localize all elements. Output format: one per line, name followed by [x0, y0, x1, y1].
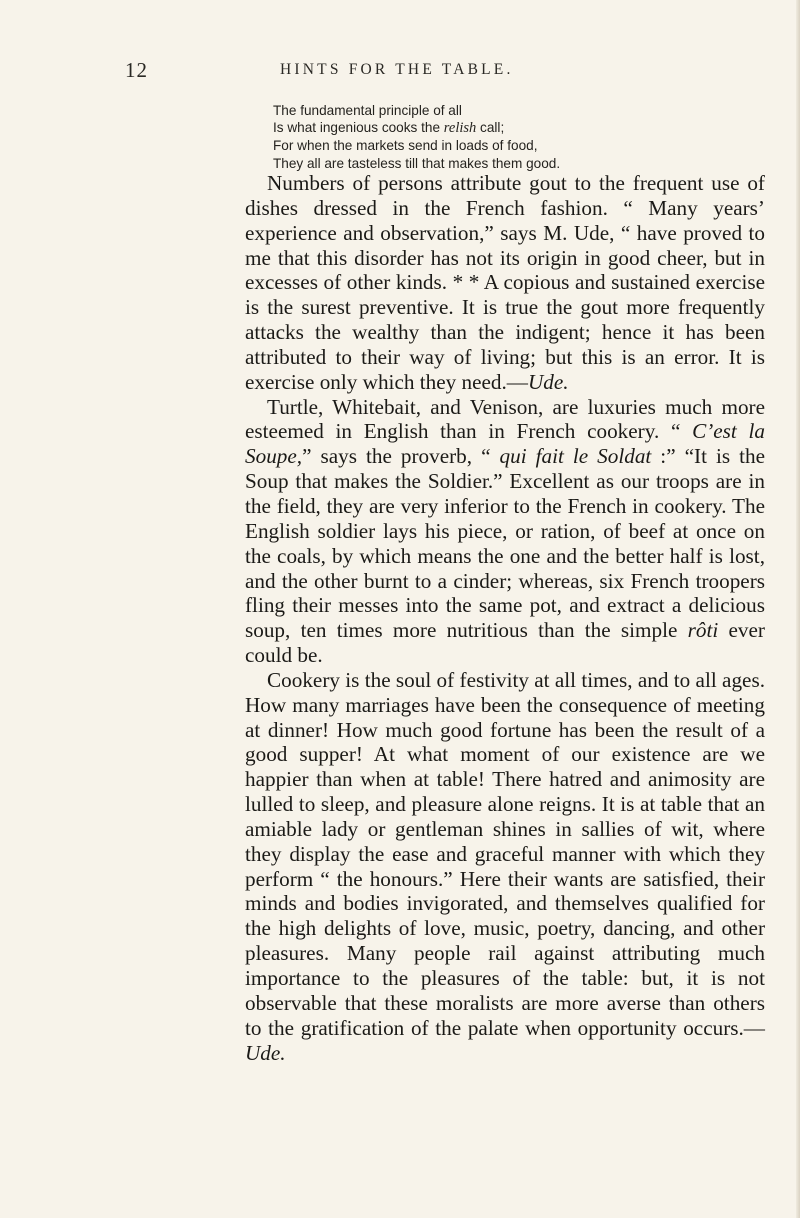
running-title: HINTS FOR THE TABLE. — [280, 61, 514, 78]
verse-line: The fundamental principle of all — [273, 103, 462, 118]
running-head — [0, 58, 800, 82]
french-word: rôti — [687, 618, 719, 643]
body-text — [245, 171, 765, 1065]
verse-text: Is what ingenious cooks the — [273, 120, 444, 136]
author-signature: Ude. — [245, 1040, 286, 1065]
paragraph-gout — [245, 171, 765, 395]
paragraph-soup — [245, 395, 765, 668]
paragraph-text: Cookery is the soul of festivity at all times, and to all ages. How many marriages have been the consequence of meeting at dinner! How much good fortune has been the result of a good supper! At what moment of our existence are we happier than when at table! There hatred and animosity are lulled to sleep, and pleasure alone reigns. It is at table that an amiable lady or gentleman shines in sallies of wit, where they display the ease and graceful manner with which they perform “ the honours.” Here their wants are satisfied, their minds and bodies invigorated, and themselves qualified for the high delights of love, music, poetry, dancing, and other pleasures. Many people rail against attributing much importance to the pleasures of the table: but, it is not observable that these moralists are more averse than others to the gratification of the palate when opportunity occurs.— — [245, 667, 765, 1040]
verse-italic-word: relish — [443, 120, 477, 137]
french-proverb: C’est la Soupe, — [245, 419, 765, 469]
french-proverb: qui fait le Soldat — [499, 444, 652, 469]
paragraph-text: ever could be. — [245, 618, 765, 668]
verse-line: They all are tasteless till that makes them good. — [273, 155, 561, 171]
page-edge — [796, 0, 800, 1218]
paragraph-text: Numbers of persons attribute gout to the frequent use of dishes dressed in the French fashion. “ Many years’ experience and observation,” says M. Ude, “ have proved to me that this disorder has not its origin in good cheer, but in excesses of other kinds. * * A copious and sustained exercise is the surest preventive. It is true the gout more frequently attacks the wealthy than the indigent; hence it has been attributed to their way of living; but this is an error. It is exercise only which they need.— — [245, 171, 765, 394]
paragraph-text: :” “It is the Soup that makes the Soldier.” Excellent as our troops are in the field, they are very inferior to the French in cookery. The English soldier lays his piece, or ration, of beef at once on the coals, by which means the one and the better half is lost, and the other burnt to a cinder; whereas, six French troopers fling their messes into the same pot, and extract a delicious soup, ten times more nutritious than the simple — [245, 444, 765, 643]
page-number: 12 — [125, 58, 148, 82]
verse-line — [273, 119, 753, 137]
verse-text: call; — [476, 120, 505, 136]
paragraph-text: Turtle, Whitebait, and Venison, are luxuries much more esteemed in English than in French cookery. “ — [245, 394, 765, 444]
verse-line: For when the markets send in loads of food, — [273, 138, 538, 154]
paragraph-festivity — [245, 668, 765, 1066]
paragraph-text: ” says the proverb, “ — [302, 444, 500, 469]
verse-epigraph — [273, 102, 753, 172]
author-signature: Ude. — [528, 369, 569, 394]
